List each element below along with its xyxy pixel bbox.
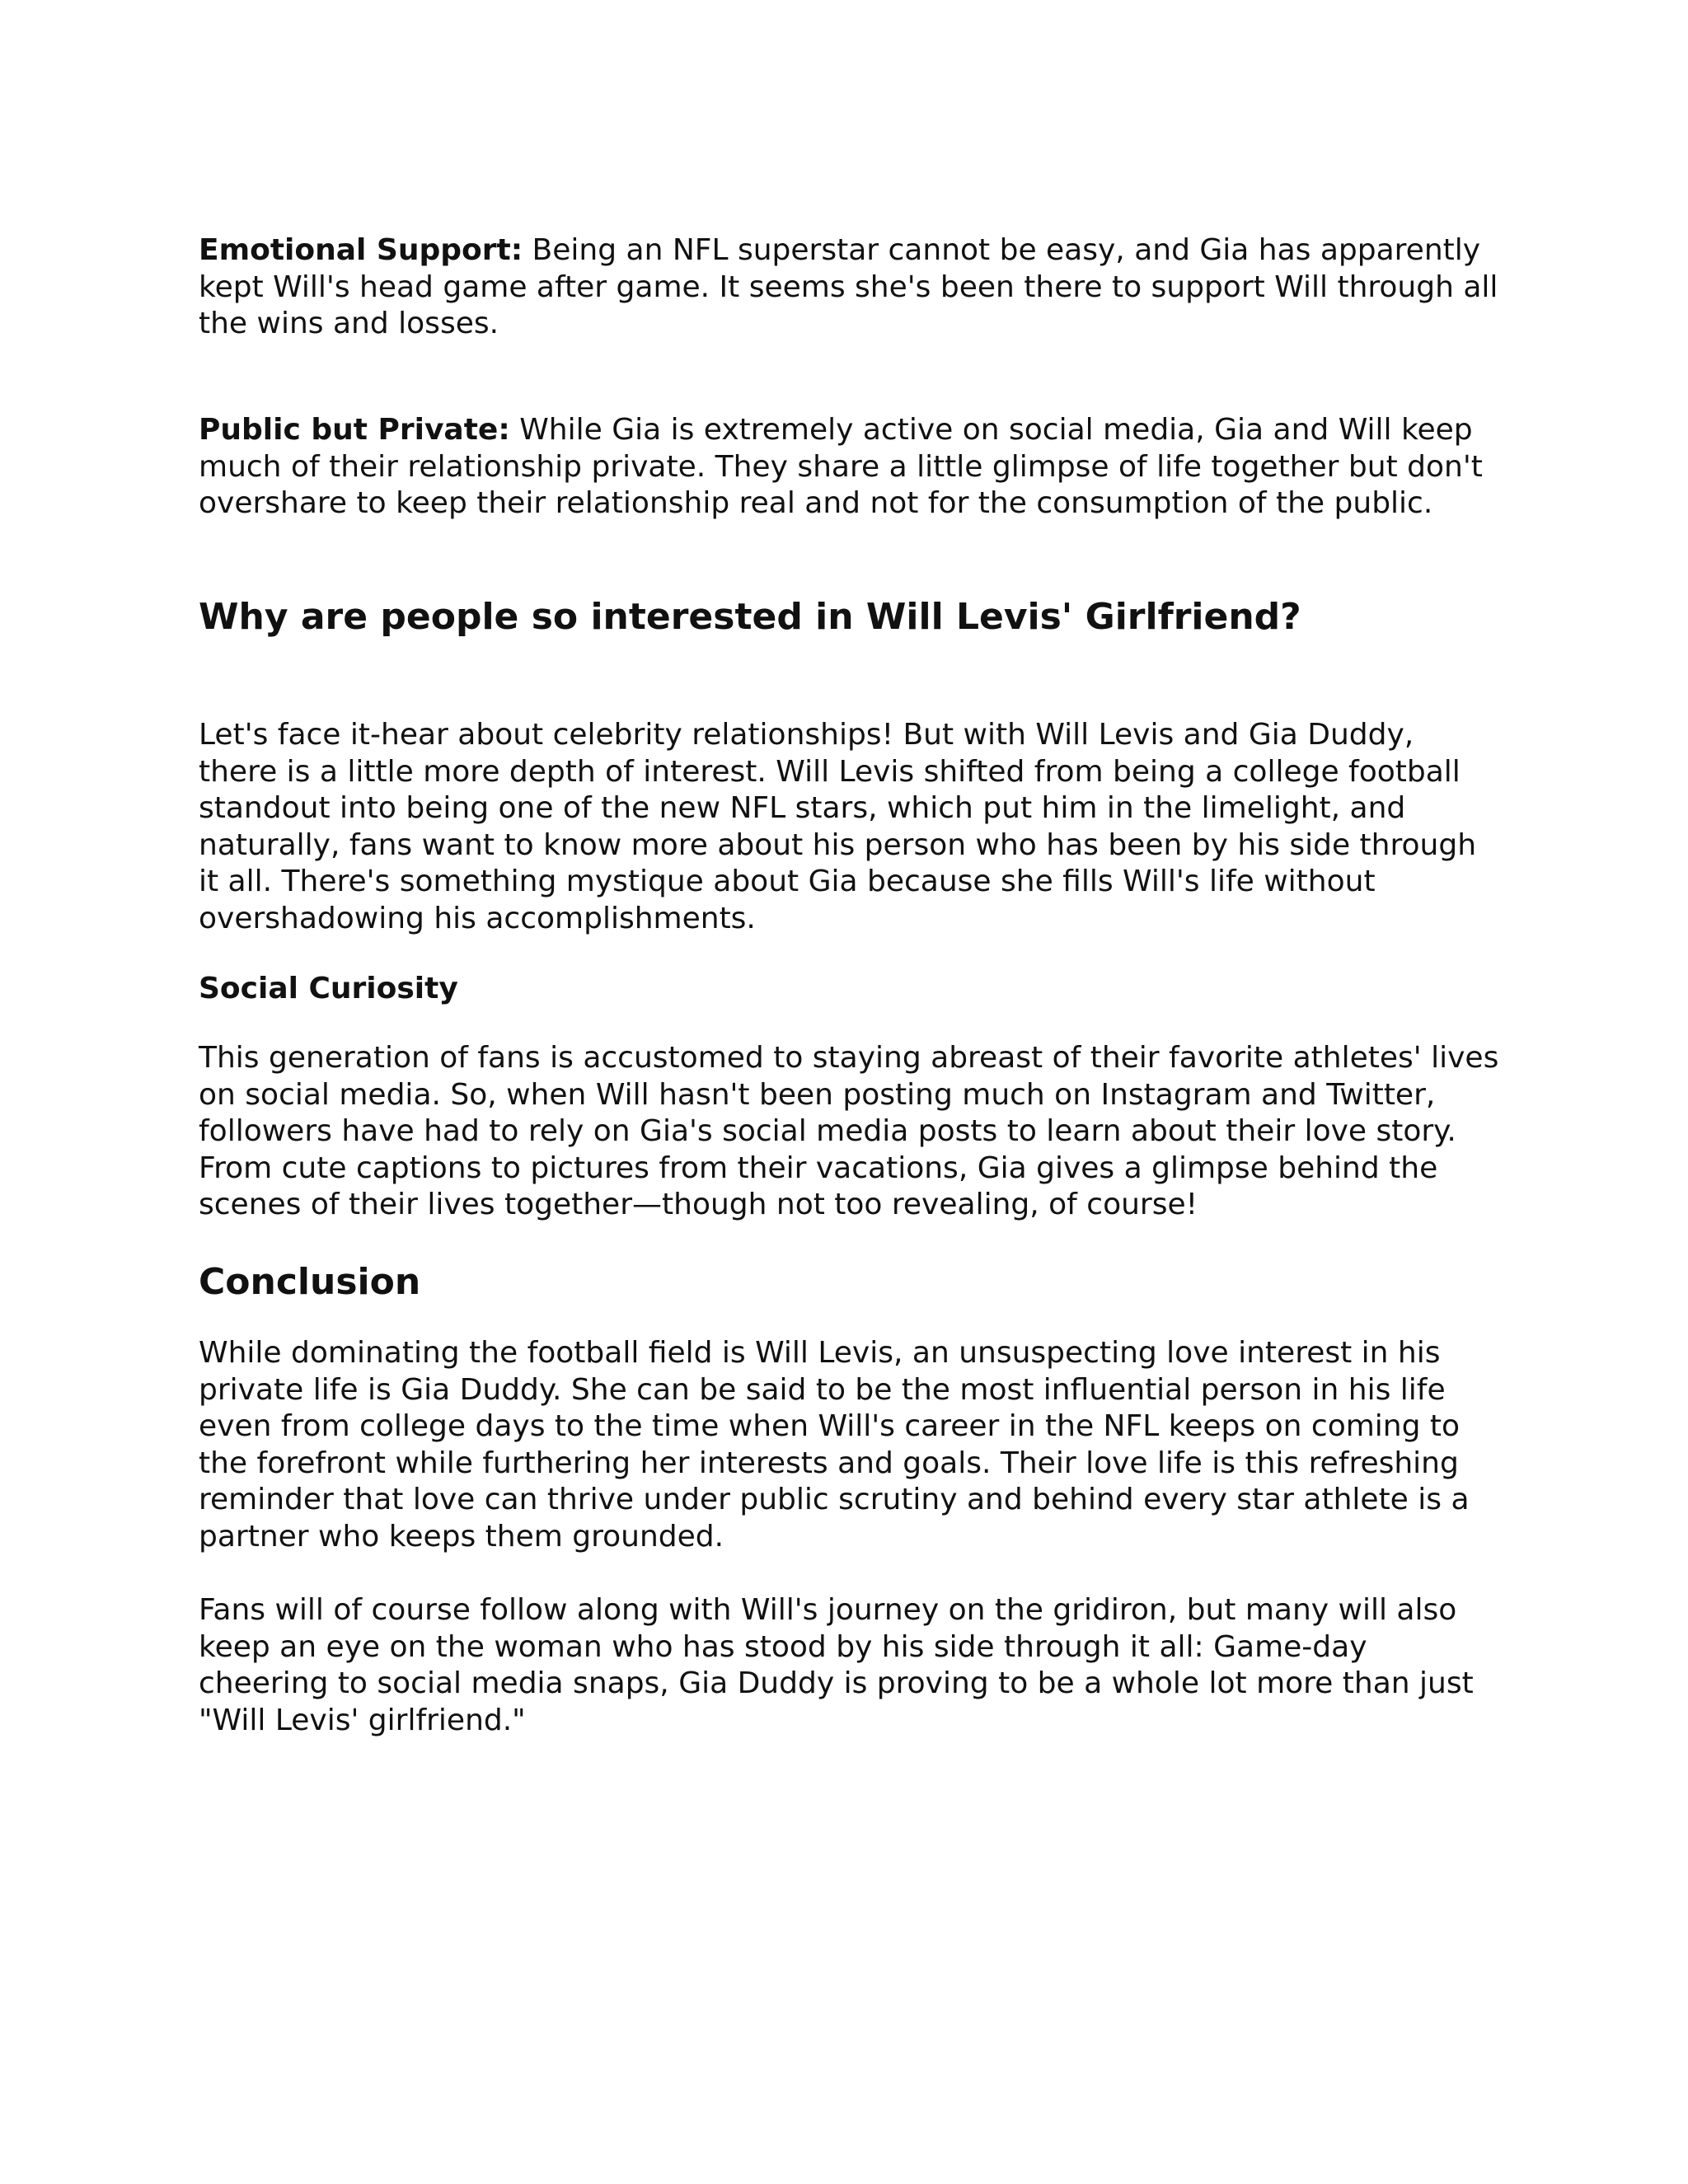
why-heading: Why are people so interested in Will Levis' Girlfriend?	[199, 596, 1301, 638]
emotional-support-paragraph	[199, 232, 1501, 343]
public-private-paragraph	[199, 412, 1501, 523]
social-curiosity-paragraph: This generation of fans is accustomed to staying abreast of their favorite athletes' lives on social media. So, when Will hasn't been posting much on Instagram and Twitter, followers have had to rely on Gia's social media posts to learn about their love story. From cute captions to pictures from their vacations, Gia gives a glimpse behind the scenes of their lives together—though not too revealing, of course!	[199, 1041, 1499, 1221]
why-paragraph: Let's face it-hear about celebrity relationships! But with Will Levis and Gia Duddy, there is a little more depth of interest. Will Levis shifted from being a college football standout into being one of the new NFL stars, which put him in the limelight, and naturally, fans want to know more about his person who has been by his side through it all. There's something mystique about Gia because she fills Will's life without overshadowing his accomplishments.	[199, 718, 1477, 935]
public-private-lead: Public but Private:	[199, 413, 510, 447]
emotional-support-lead: Emotional Support:	[199, 233, 523, 267]
conclusion-heading: Conclusion	[199, 1261, 421, 1303]
emotional-support-text: Being an NFL superstar cannot be easy, and Gia has apparently kept Will's head game after game. It seems she's been there to support Will through all the wins and losses.	[199, 233, 1498, 340]
social-curiosity-heading: Social Curiosity	[199, 972, 458, 1005]
conclusion-paragraph-1: While dominating the football field is Will Levis, an unsuspecting love interest in his private life is Gia Duddy. She can be said to be the most influential person in his life even from college days to the time when Will's career in the NFL keeps on coming to the forefront while furthering her interests and goals. Their love life is this refreshing reminder that love can thrive under public scrutiny and behind every star athlete is a partner who keeps them grounded.	[199, 1336, 1470, 1554]
conclusion-paragraph-2: Fans will of course follow along with Will's journey on the gridiron, but many will also keep an eye on the woman who has stood by his side through it all: Game-day cheering to social media snaps, Gia Duddy is proving to be a whole lot more than just "Will Levis' girlfriend."	[199, 1593, 1474, 1737]
public-private-text: While Gia is extremely active on social media, Gia and Will keep much of their relationship private. They share a little glimpse of life together but don't overshare to keep their relationship real and not for the consumption of the public.	[199, 413, 1483, 520]
